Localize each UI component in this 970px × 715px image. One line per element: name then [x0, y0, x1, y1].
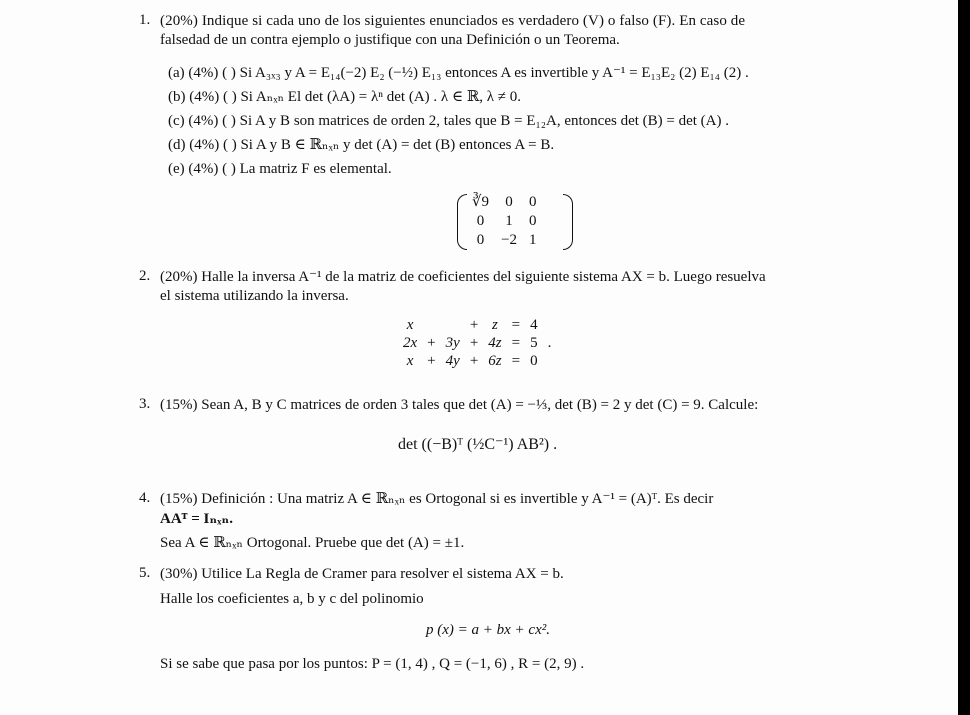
system-op: + — [469, 317, 479, 333]
matrix-cell: 0 — [529, 213, 537, 229]
problem-1c: (c) (4%) ( ) Si A y B son matrices de orden 2, tales que B = E₁₂A, entonces det (B) = det (A) . — [168, 113, 729, 129]
matrix-cell: ∛9 — [472, 194, 490, 210]
system-rhs: 4 — [530, 317, 538, 333]
matrix-cell: 0 — [529, 194, 537, 210]
matrix-cell: −2 — [501, 232, 518, 248]
problem-2-line-1: (20%) Halle la inversa A⁻¹ de la matriz de coeficientes del siguiente sistema AX = b. Luego resuelva — [160, 269, 766, 285]
system-term: z — [492, 317, 498, 333]
problem-5-line-3: Si se sabe que pasa por los puntos: P = (1, 4) , Q = (−1, 6) , R = (2, 9) . — [160, 656, 585, 672]
matrix-row — [466, 212, 543, 231]
problem-1-intro-line-1: (20%) Indique si cada uno de los siguientes enunciados es verdadero (V) o falso (F). En caso de — [160, 13, 746, 29]
matrix-row — [466, 193, 543, 212]
problem-4-line-3: Sea A ∈ ℝₙₓₙ Ortogonal. Pruebe que det (A) = ±1. — [160, 535, 465, 551]
system-term: 2x — [403, 335, 418, 351]
system-equals: = — [511, 353, 521, 369]
system-term: 6z — [488, 353, 502, 369]
problem-3-number: 3. — [139, 396, 151, 412]
problem-1a: (a) (4%) ( ) Si A₃ₓ₃ y A = E₁₄(−2) E₂ (−½) E₁₃ entonces A es invertible y A⁻¹ = E₁₃E₂ (2) E₁₄ (2) . — [168, 65, 749, 81]
problem-1e: (e) (4%) ( ) La matriz F es elemental. — [168, 161, 392, 177]
problem-5-line-2: Halle los coeficientes a, b y c del polinomio — [160, 591, 424, 607]
matrix-cell: 0 — [505, 194, 513, 210]
problem-2-number: 2. — [139, 268, 151, 284]
problem-5-number: 5. — [139, 565, 151, 581]
system-equals: = — [511, 335, 521, 351]
problem-3-line-1: (15%) Sean A, B y C matrices de orden 3 tales que det (A) = −⅓, det (B) = 2 y det (C) = 9. Calcule: — [160, 397, 759, 413]
linear-system — [398, 316, 556, 370]
system-op: + — [469, 335, 479, 351]
system-op: + — [469, 353, 479, 369]
system-equals: = — [511, 317, 521, 333]
system-row — [398, 334, 556, 352]
problem-3-formula: det ((−B)ᵀ (½C⁻¹) AB²) . — [398, 436, 558, 453]
problem-4-line-1: (15%) Definición : Una matriz A ∈ ℝₙₓₙ es Ortogonal si es invertible y A⁻¹ = (A)ᵀ. Es decir — [160, 491, 714, 507]
matrix-cell: 0 — [476, 213, 485, 229]
system-term: 4y — [445, 353, 460, 369]
system-row — [398, 352, 556, 370]
problem-4-number: 4. — [139, 490, 151, 506]
problem-1-number: 1. — [139, 12, 151, 28]
problem-5-line-1: (30%) Utilice La Regla de Cramer para resolver el sistema AX = b. — [160, 566, 564, 582]
problem-1-intro-line-2: falsedad de un contra ejemplo o justifique con una Definición o un Teorema. — [160, 32, 620, 48]
matrix-row — [466, 231, 543, 250]
matrix-cell: 0 — [476, 232, 485, 248]
problem-2-line-2: el sistema utilizando la inversa. — [160, 288, 349, 304]
matrix-cell: 1 — [529, 232, 537, 248]
matrix-right-paren — [563, 194, 573, 250]
problem-1d: (d) (4%) ( ) Si A y B ∈ ℝₙₓₙ y det (A) = det (B) entonces A = B. — [168, 137, 555, 153]
polynomial-formula: p (x) = a + bx + cx². — [426, 622, 550, 638]
matrix-cell: 1 — [505, 213, 513, 229]
system-op — [422, 316, 440, 334]
system-term: x — [406, 317, 414, 333]
system-term — [441, 316, 465, 334]
system-op: + — [427, 353, 436, 369]
system-rhs: 5 — [530, 335, 538, 351]
problem-4-line-2: AAᵀ = Iₙₓₙ. — [160, 511, 233, 527]
system-term: x — [406, 353, 414, 369]
system-rhs: 0 — [530, 353, 538, 369]
system-op: + — [427, 335, 436, 351]
system-row — [398, 316, 556, 334]
system-term: 3y — [445, 335, 460, 351]
matrix-f — [466, 193, 543, 250]
system-term: 4z — [488, 335, 502, 351]
problem-1b: (b) (4%) ( ) Si Aₙₓₙ El det (λA) = λⁿ det (A) . λ ∈ ℝ, λ ≠ 0. — [168, 89, 522, 105]
system-trailing-period: . — [547, 335, 552, 351]
